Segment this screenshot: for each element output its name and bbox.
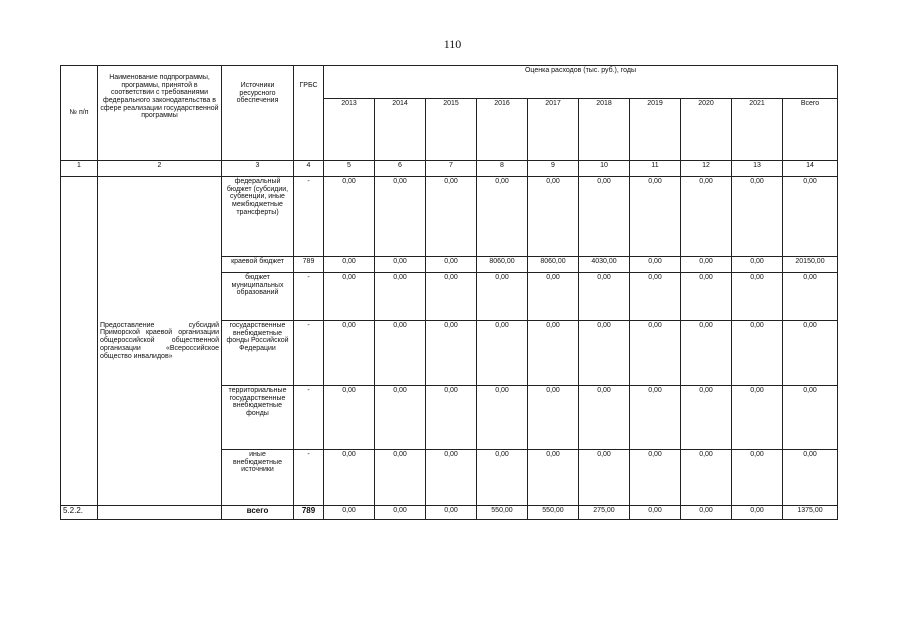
- value-cell: 0,00: [630, 506, 681, 520]
- column-number: 10: [579, 161, 630, 177]
- value-cell-total: 0,00: [783, 321, 838, 386]
- value-cell: 0,00: [732, 386, 783, 450]
- value-cell: 0,00: [375, 321, 426, 386]
- value-cell: 0,00: [477, 450, 528, 506]
- grbs-code: -: [294, 386, 324, 450]
- value-cell: 0,00: [732, 506, 783, 520]
- value-cell: 0,00: [681, 321, 732, 386]
- value-cell: 8060,00: [528, 257, 579, 273]
- value-cell: 4030,00: [579, 257, 630, 273]
- total-row: [61, 506, 838, 520]
- header-year: 2021: [732, 99, 783, 161]
- value-cell: 0,00: [579, 450, 630, 506]
- header-year: 2015: [426, 99, 477, 161]
- funding-source: государственные внебюджетные фонды Российской Федерации: [222, 321, 294, 386]
- value-cell: 0,00: [324, 450, 375, 506]
- grbs-code: 789: [294, 506, 324, 520]
- header-year: 2017: [528, 99, 579, 161]
- value-cell: 0,00: [324, 321, 375, 386]
- funding-source: территориальные государственные внебюджетные фонды: [222, 386, 294, 450]
- column-number: 1: [61, 161, 98, 177]
- value-cell-total: 0,00: [783, 177, 838, 257]
- value-cell: 0,00: [375, 177, 426, 257]
- column-number: 3: [222, 161, 294, 177]
- value-cell: 0,00: [426, 450, 477, 506]
- column-number: 11: [630, 161, 681, 177]
- column-number: 12: [681, 161, 732, 177]
- grbs-code: -: [294, 450, 324, 506]
- value-cell: 0,00: [681, 177, 732, 257]
- funding-source: бюджет муниципальных образований: [222, 273, 294, 321]
- value-cell: 0,00: [630, 450, 681, 506]
- column-number: 8: [477, 161, 528, 177]
- header-subprogram-name: Наименование подпрограммы, программы, принятой в соответствии с требованиями федерального законодательства в сфере реализации государственной программы: [98, 66, 222, 161]
- column-number: 6: [375, 161, 426, 177]
- value-cell-total: 0,00: [783, 450, 838, 506]
- page-number: 110: [443, 37, 462, 51]
- header-year: 2014: [375, 99, 426, 161]
- column-number: 5: [324, 161, 375, 177]
- value-cell: 0,00: [630, 273, 681, 321]
- value-cell: 0,00: [528, 386, 579, 450]
- row-number-empty: [61, 177, 98, 506]
- value-cell: 0,00: [681, 506, 732, 520]
- value-cell: 0,00: [426, 257, 477, 273]
- grbs-code: -: [294, 273, 324, 321]
- value-cell: 0,00: [630, 321, 681, 386]
- column-number: 14: [783, 161, 838, 177]
- value-cell: 0,00: [732, 257, 783, 273]
- value-cell: 0,00: [375, 506, 426, 520]
- column-number: 9: [528, 161, 579, 177]
- table-row: [61, 177, 838, 257]
- header-year: 2019: [630, 99, 681, 161]
- value-cell: 0,00: [528, 450, 579, 506]
- value-cell: 0,00: [579, 273, 630, 321]
- header-expense-estimate: Оценка расходов (тыс. руб.), годы: [324, 66, 838, 99]
- budget-table: [60, 65, 838, 520]
- value-cell: 0,00: [630, 257, 681, 273]
- value-cell: 8060,00: [477, 257, 528, 273]
- grbs-code: 789: [294, 257, 324, 273]
- header-year: 2016: [477, 99, 528, 161]
- value-cell: 0,00: [579, 177, 630, 257]
- value-cell: 0,00: [681, 257, 732, 273]
- value-cell: 0,00: [579, 321, 630, 386]
- funding-source: иные внебюджетные источники: [222, 450, 294, 506]
- value-cell: 275,00: [579, 506, 630, 520]
- value-cell: 0,00: [426, 273, 477, 321]
- value-cell: 550,00: [528, 506, 579, 520]
- funding-source: краевой бюджет: [222, 257, 294, 273]
- value-cell: 0,00: [732, 321, 783, 386]
- value-cell: 0,00: [732, 450, 783, 506]
- value-cell: 0,00: [477, 321, 528, 386]
- value-cell: 0,00: [324, 506, 375, 520]
- grbs-code: -: [294, 321, 324, 386]
- value-cell-total: 1375,00: [783, 506, 838, 520]
- header-row-number: № п/п: [61, 66, 98, 161]
- header-grbs: ГРБС: [294, 66, 324, 161]
- value-cell: 0,00: [324, 177, 375, 257]
- value-cell: 0,00: [324, 257, 375, 273]
- value-cell: 0,00: [324, 386, 375, 450]
- grbs-code: -: [294, 177, 324, 257]
- value-cell: 0,00: [528, 321, 579, 386]
- column-number: 4: [294, 161, 324, 177]
- value-cell: 0,00: [528, 177, 579, 257]
- funding-source: федеральный бюджет (субсидии, субвенции, иные межбюджетные трансферты): [222, 177, 294, 257]
- column-number: 2: [98, 161, 222, 177]
- value-cell: 0,00: [528, 273, 579, 321]
- header-year: 2013: [324, 99, 375, 161]
- value-cell: 0,00: [426, 321, 477, 386]
- value-cell: 0,00: [426, 386, 477, 450]
- header-year-total: Всего: [783, 99, 838, 161]
- column-numbers-row: [61, 161, 838, 177]
- total-name-empty: [98, 506, 222, 520]
- header-year: 2018: [579, 99, 630, 161]
- total-label: всего: [222, 506, 294, 520]
- value-cell-total: 20150,00: [783, 257, 838, 273]
- value-cell: 0,00: [630, 386, 681, 450]
- value-cell: 0,00: [681, 450, 732, 506]
- value-cell: 0,00: [477, 386, 528, 450]
- value-cell: 0,00: [732, 273, 783, 321]
- value-cell-total: 0,00: [783, 386, 838, 450]
- header-year: 2020: [681, 99, 732, 161]
- column-number: 13: [732, 161, 783, 177]
- row-number: 5.2.2.: [61, 506, 98, 520]
- column-number: 7: [426, 161, 477, 177]
- value-cell: 550,00: [477, 506, 528, 520]
- value-cell: 0,00: [681, 386, 732, 450]
- value-cell: 0,00: [579, 386, 630, 450]
- value-cell: 0,00: [426, 177, 477, 257]
- header-funding-source: Источники ресурсного обеспечения: [222, 66, 294, 161]
- header-row: [61, 66, 838, 99]
- subprogram-name: Предоставление субсидий Приморской краевой организации общероссийской общественной организации «Всероссийское общество инвалидов»: [98, 177, 222, 506]
- value-cell: 0,00: [375, 257, 426, 273]
- value-cell: 0,00: [375, 450, 426, 506]
- value-cell: 0,00: [630, 177, 681, 257]
- value-cell: 0,00: [324, 273, 375, 321]
- value-cell: 0,00: [681, 273, 732, 321]
- value-cell: 0,00: [732, 177, 783, 257]
- value-cell: 0,00: [426, 506, 477, 520]
- value-cell: 0,00: [477, 177, 528, 257]
- value-cell: 0,00: [375, 386, 426, 450]
- value-cell-total: 0,00: [783, 273, 838, 321]
- value-cell: 0,00: [477, 273, 528, 321]
- value-cell: 0,00: [375, 273, 426, 321]
